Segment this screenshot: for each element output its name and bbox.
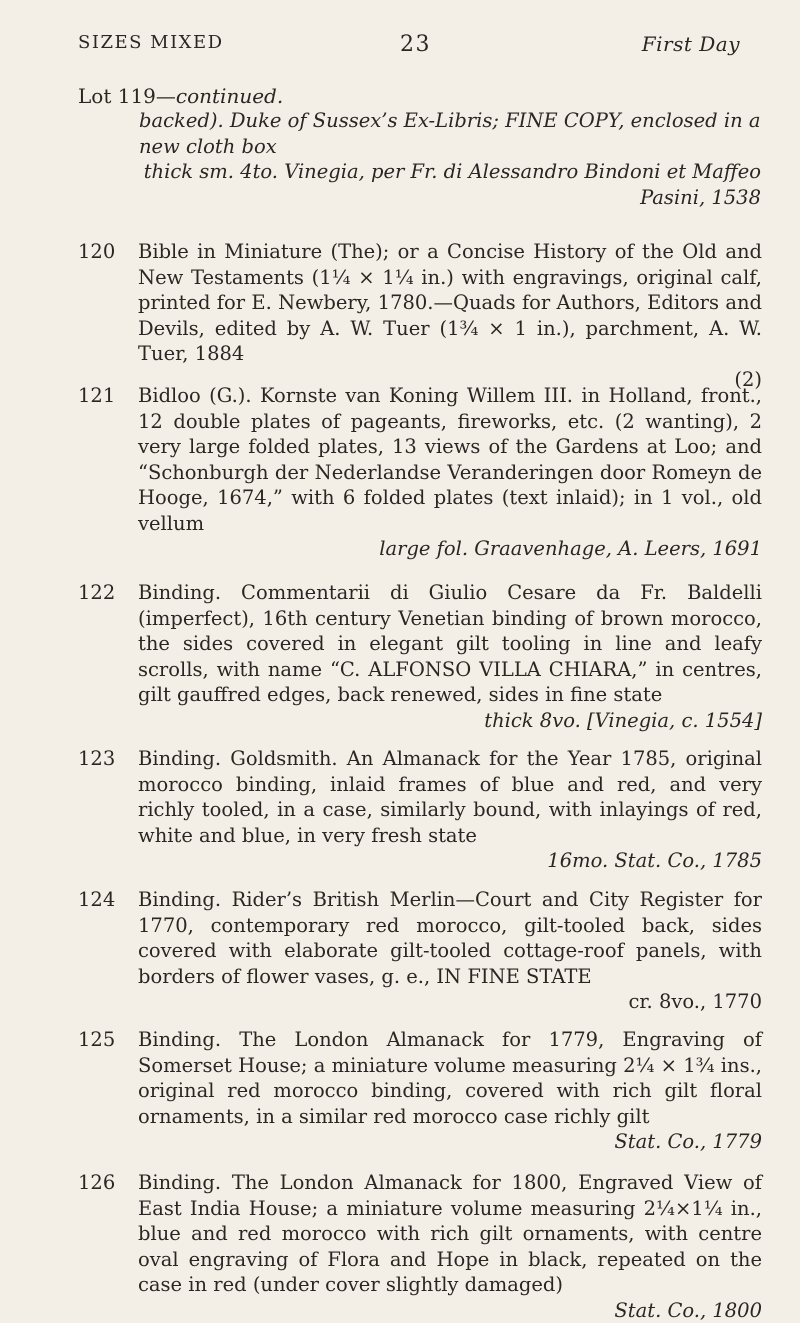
lot-description [138, 1027, 762, 1155]
page-number: 23 [400, 32, 431, 57]
lot-text: Binding. The London Almanack for 1779, Engraving of Somerset House; a miniature volume measuring 2¼ × 1¾ ins., original red morocco binding, covered with rich gilt floral ornaments, in a similar red morocco case richly gilt [138, 1028, 762, 1128]
lot-number: 120 [78, 239, 128, 265]
lot-imprint: cr. 8vo., 1770 [138, 989, 762, 1015]
lot-imprint: (2) [138, 367, 762, 393]
lot-number: 126 [78, 1170, 128, 1196]
lot-number: 123 [78, 746, 128, 772]
lot-description [138, 580, 762, 733]
lot-text: Bible in Miniature (The); or a Concise History of the Old and New Testaments (1¼ × 1¼ in.) with engravings, original calf, printed for E. Newbery, 1780.—Quads for Authors, Editors and Devils, edited by A. W. Tuer (1¾ × 1 in.), parchment, A. W. Tuer, 1884 [138, 240, 762, 365]
lot-number: 125 [78, 1027, 128, 1053]
lot-continued-imprint: thick sm. 4to. Vinegia, per Fr. di Alessandro Bindoni et Maffeo Pasini, 1538 [139, 159, 761, 210]
lot-continued-word: continued. [176, 84, 283, 108]
header-left: SIZES MIXED [78, 32, 224, 53]
lot-imprint: 16mo. Stat. Co., 1785 [138, 848, 762, 874]
lot-description [138, 1170, 762, 1323]
lot-text: Binding. Commentarii di Giulio Cesare da Fr. Baldelli (imperfect), 16th century Venetian binding of brown morocco, the sides covered in elegant gilt tooling in line and leafy scrolls, with name “C. ALFONSO VILLA CHIARA,” in centres, gilt gauffred edges, back renewed, sides in fine state [138, 581, 762, 706]
lot-description [138, 239, 762, 392]
lot-imprint: thick 8vo. [Vinegia, c. 1554] [138, 708, 762, 734]
lot-description [138, 887, 762, 1015]
lot-imprint: Stat. Co., 1779 [138, 1129, 762, 1155]
lot-continued-text: backed). Duke of Sussex’s Ex-Libris; FINE COPY, enclosed in a new cloth box [139, 109, 761, 158]
lot-imprint: Stat. Co., 1800 [138, 1298, 762, 1323]
lot-description [138, 746, 762, 874]
lot-continued-heading [78, 84, 283, 108]
lot-text: Binding. Goldsmith. An Almanack for the Year 1785, original morocco binding, inlaid frames of blue and red, and very richly tooled, in a case, similarly bound, with inlayings of red, white and blue, in very fresh state [138, 747, 762, 847]
lot-continued-label: Lot 119— [78, 84, 176, 108]
lot-imprint: large fol. Graavenhage, A. Leers, 1691 [138, 536, 762, 562]
lot-text: Binding. Rider’s British Merlin—Court and City Register for 1770, contemporary red morocco, gilt-tooled back, sides covered with elaborate gilt-tooled cottage-roof panels, with borders of flower vases, g. e., IN FINE STATE [138, 888, 762, 988]
header-right: First Day [642, 32, 740, 56]
lot-text: Binding. The London Almanack for 1800, Engraved View of East India House; a miniature volume measuring 2¼×1¼ in., blue and red morocco with rich gilt ornaments, with centre oval engraving of Flora and Hope in black, repeated on the case in red (under cover slightly damaged) [138, 1171, 762, 1296]
lot-number: 122 [78, 580, 128, 606]
lot-continued-body [139, 108, 761, 210]
lot-description [138, 383, 762, 562]
lot-text: Bidloo (G.). Kornste van Koning Willem III. in Holland, front., 12 double plates of pageants, fireworks, etc. (2 wanting), 2 very large folded plates, 13 views of the Gardens at Loo; and “Schonburgh der Nederlandse Veranderingen door Romeyn de Hooge, 1674,” with 6 folded plates (text inlaid); in 1 vol., old vellum [138, 384, 762, 535]
lot-number: 121 [78, 383, 128, 409]
lot-number: 124 [78, 887, 128, 913]
